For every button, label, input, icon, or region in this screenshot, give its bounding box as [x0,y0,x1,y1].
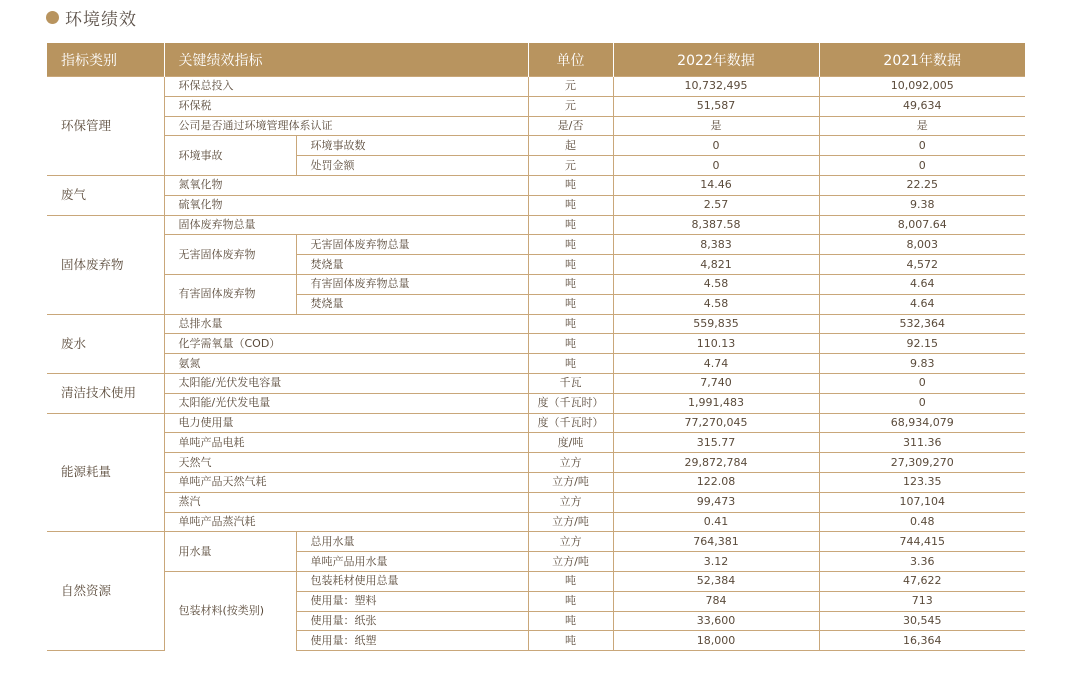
category-cell: 废水 [47,314,164,373]
indicator-cell: 蒸汽 [164,492,528,512]
indicator-cell: 有害固体废弃物 [164,274,296,314]
sub-indicator-cell: 无害固体废弃物总量 [296,235,528,255]
value-2022-cell: 4.58 [613,294,819,314]
unit-cell: 度（千瓦时） [528,413,613,433]
value-2021-cell: 49,634 [819,96,1025,116]
value-2022-cell: 110.13 [613,334,819,354]
unit-cell: 元 [528,77,613,97]
value-2022-cell: 51,587 [613,96,819,116]
value-2021-cell: 30,545 [819,611,1025,631]
table-row [47,393,1025,413]
indicator-cell: 环保总投入 [164,77,528,97]
bullet-dot-icon [46,11,59,24]
value-2021-cell: 532,364 [819,314,1025,334]
sub-indicator-cell: 使用量：塑料 [296,591,528,611]
value-2022-cell: 是 [613,116,819,136]
value-2021-cell: 68,934,079 [819,413,1025,433]
table-row [47,354,1025,374]
value-2021-cell: 3.36 [819,552,1025,572]
sub-indicator-cell: 环境事故数 [296,136,528,156]
indicator-cell: 单吨产品蒸汽耗 [164,512,528,532]
indicator-cell: 太阳能/光伏发电容量 [164,373,528,393]
indicator-cell: 固体废弃物总量 [164,215,528,235]
indicator-cell: 太阳能/光伏发电量 [164,393,528,413]
value-2021-cell: 10,092,005 [819,77,1025,97]
table-row [47,314,1025,334]
unit-cell: 吨 [528,294,613,314]
category-cell: 废气 [47,175,164,215]
table-row [47,532,1025,552]
value-2022-cell: 14.46 [613,175,819,195]
header-unit: 单位 [528,43,613,77]
table-row [47,274,1025,294]
table-row [47,235,1025,255]
header-2022: 2022年数据 [613,43,819,77]
value-2022-cell: 764,381 [613,532,819,552]
value-2022-cell: 33,600 [613,611,819,631]
value-2021-cell: 107,104 [819,492,1025,512]
value-2022-cell: 10,732,495 [613,77,819,97]
unit-cell: 是/否 [528,116,613,136]
unit-cell: 吨 [528,591,613,611]
value-2022-cell: 4.74 [613,354,819,374]
value-2022-cell: 784 [613,591,819,611]
table-row [47,77,1025,97]
unit-cell: 吨 [528,631,613,651]
sub-indicator-cell: 总用水量 [296,532,528,552]
unit-cell: 元 [528,156,613,176]
indicator-cell: 化学需氧量（COD） [164,334,528,354]
indicator-cell: 环境事故 [164,136,296,176]
value-2021-cell: 4.64 [819,274,1025,294]
unit-cell: 吨 [528,571,613,591]
category-cell: 固体废弃物 [47,215,164,314]
value-2022-cell: 4,821 [613,255,819,275]
table-row [47,334,1025,354]
value-2021-cell: 0 [819,373,1025,393]
value-2022-cell: 8,383 [613,235,819,255]
indicator-cell: 环保税 [164,96,528,116]
table-row [47,413,1025,433]
category-cell: 清洁技术使用 [47,373,164,413]
unit-cell: 吨 [528,274,613,294]
table-row [47,373,1025,393]
value-2021-cell: 713 [819,591,1025,611]
unit-cell: 吨 [528,175,613,195]
sub-indicator-cell: 焚烧量 [296,294,528,314]
value-2022-cell: 52,384 [613,571,819,591]
value-2022-cell: 77,270,045 [613,413,819,433]
value-2021-cell: 16,364 [819,631,1025,651]
sub-indicator-cell: 使用量：纸张 [296,611,528,631]
table-row [47,472,1025,492]
indicator-cell: 用水量 [164,532,296,572]
value-2021-cell: 0.48 [819,512,1025,532]
unit-cell: 吨 [528,611,613,631]
value-2021-cell: 123.35 [819,472,1025,492]
value-2021-cell: 311.36 [819,433,1025,453]
sub-indicator-cell: 使用量：纸塑 [296,631,528,651]
indicator-cell: 天然气 [164,453,528,473]
unit-cell: 起 [528,136,613,156]
value-2021-cell: 9.38 [819,195,1025,215]
header-category: 指标类别 [47,43,164,77]
table-row [47,453,1025,473]
unit-cell: 吨 [528,354,613,374]
value-2021-cell: 744,415 [819,532,1025,552]
section-title-text: 环境绩效 [65,9,137,30]
value-2021-cell: 9.83 [819,354,1025,374]
value-2022-cell: 29,872,784 [613,453,819,473]
table-row [47,175,1025,195]
table-row [47,136,1025,156]
category-cell: 环保管理 [47,77,164,176]
sub-indicator-cell: 焚烧量 [296,255,528,275]
value-2022-cell: 315.77 [613,433,819,453]
unit-cell: 元 [528,96,613,116]
value-2022-cell: 0 [613,156,819,176]
value-2022-cell: 18,000 [613,631,819,651]
value-2022-cell: 1,991,483 [613,393,819,413]
section-title [46,6,137,28]
header-indicator: 关键绩效指标 [164,43,528,77]
unit-cell: 立方/吨 [528,512,613,532]
table-row [47,433,1025,453]
indicator-cell: 总排水量 [164,314,528,334]
value-2022-cell: 4.58 [613,274,819,294]
indicator-cell: 电力使用量 [164,413,528,433]
sub-indicator-cell: 包装耗材使用总量 [296,571,528,591]
value-2021-cell: 4.64 [819,294,1025,314]
unit-cell: 吨 [528,215,613,235]
value-2021-cell: 是 [819,116,1025,136]
sub-indicator-cell: 有害固体废弃物总量 [296,274,528,294]
value-2022-cell: 99,473 [613,492,819,512]
unit-cell: 立方 [528,453,613,473]
unit-cell: 度（千瓦时） [528,393,613,413]
unit-cell: 立方/吨 [528,552,613,572]
category-cell: 自然资源 [47,532,164,651]
indicator-cell: 硫氧化物 [164,195,528,215]
indicator-cell: 无害固体废弃物 [164,235,296,275]
value-2022-cell: 7,740 [613,373,819,393]
value-2021-cell: 22.25 [819,175,1025,195]
indicator-cell: 氨氮 [164,354,528,374]
table-body [47,77,1025,651]
value-2022-cell: 122.08 [613,472,819,492]
indicator-cell: 单吨产品电耗 [164,433,528,453]
value-2022-cell: 559,835 [613,314,819,334]
table-row [47,195,1025,215]
value-2022-cell: 3.12 [613,552,819,572]
table-row [47,492,1025,512]
value-2021-cell: 0 [819,156,1025,176]
header-2021: 2021年数据 [819,43,1025,77]
unit-cell: 立方 [528,492,613,512]
unit-cell: 度/吨 [528,433,613,453]
value-2021-cell: 27,309,270 [819,453,1025,473]
indicator-cell: 包装材料(按类别) [164,571,296,650]
table-row [47,116,1025,136]
table-row [47,215,1025,235]
category-cell: 能源耗量 [47,413,164,532]
unit-cell: 吨 [528,314,613,334]
indicator-cell: 氮氧化物 [164,175,528,195]
table-header-row [47,43,1025,77]
unit-cell: 立方/吨 [528,472,613,492]
value-2021-cell: 8,003 [819,235,1025,255]
sub-indicator-cell: 处罚金额 [296,156,528,176]
value-2022-cell: 8,387.58 [613,215,819,235]
value-2021-cell: 4,572 [819,255,1025,275]
value-2021-cell: 0 [819,136,1025,156]
unit-cell: 千瓦 [528,373,613,393]
table-row [47,512,1025,532]
unit-cell: 吨 [528,195,613,215]
table-row [47,571,1025,591]
value-2021-cell: 0 [819,393,1025,413]
unit-cell: 立方 [528,532,613,552]
value-2022-cell: 2.57 [613,195,819,215]
value-2022-cell: 0.41 [613,512,819,532]
table-row [47,96,1025,116]
sub-indicator-cell: 单吨产品用水量 [296,552,528,572]
value-2021-cell: 92.15 [819,334,1025,354]
unit-cell: 吨 [528,255,613,275]
unit-cell: 吨 [528,235,613,255]
value-2021-cell: 47,622 [819,571,1025,591]
indicator-cell: 单吨产品天然气耗 [164,472,528,492]
value-2022-cell: 0 [613,136,819,156]
environment-performance-table [47,43,1025,651]
unit-cell: 吨 [528,334,613,354]
indicator-cell: 公司是否通过环境管理体系认证 [164,116,528,136]
value-2021-cell: 8,007.64 [819,215,1025,235]
